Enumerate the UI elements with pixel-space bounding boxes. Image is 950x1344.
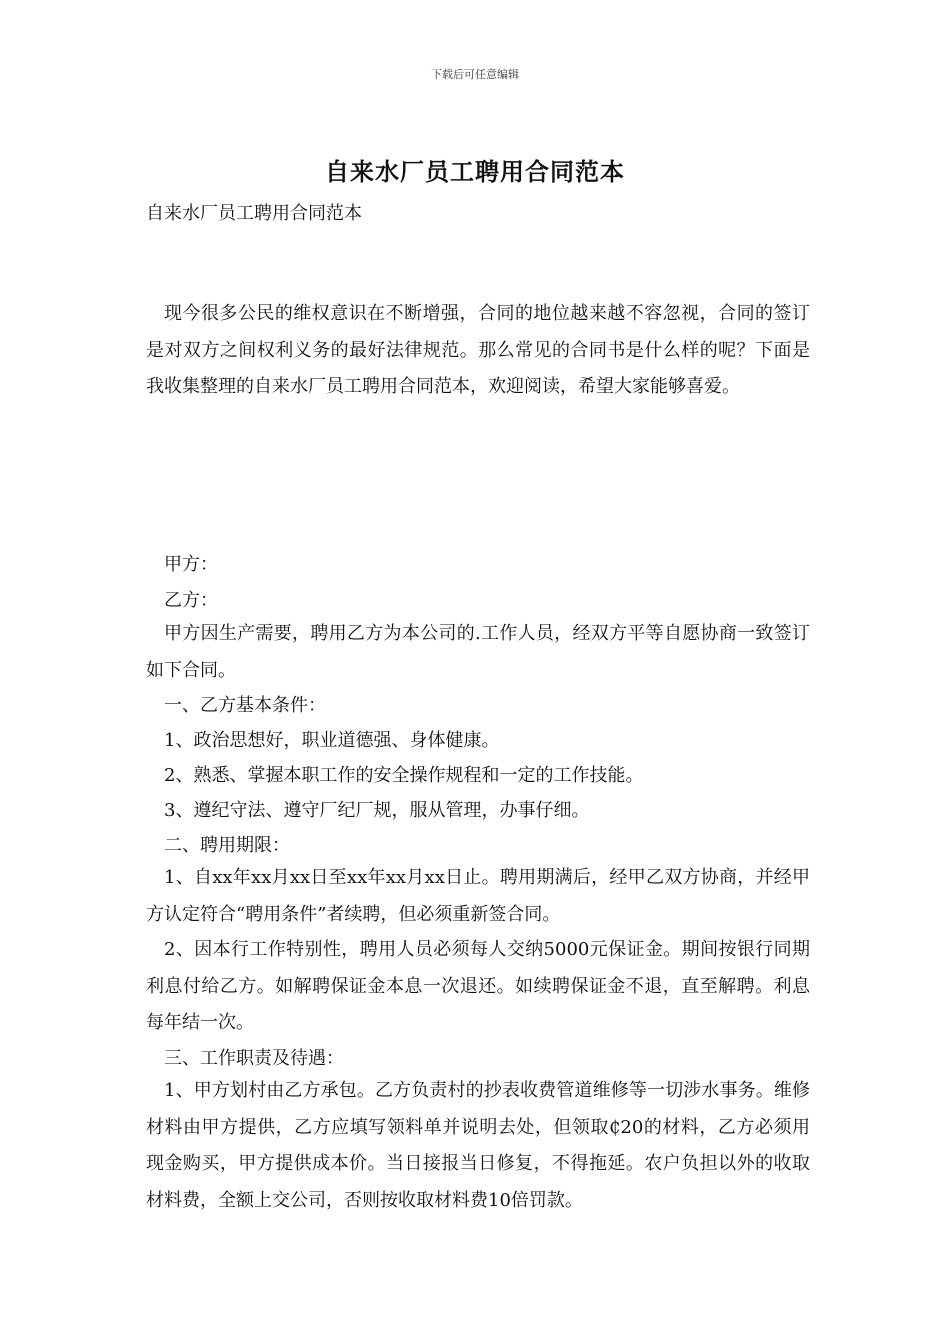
section-2-heading: 二、聘用期限： [164, 835, 290, 856]
section-2-item: 2、因本行工作特别性，聘用人员必须每人交纳5000元保证金。期间按银行同期利息付给乙方。如解聘保证金本息一次退还。如续聘保证金不退，直至解聘。利息每年结一次。 [146, 939, 810, 1033]
party-b-label: 乙方： [164, 590, 218, 611]
party-a-label: 甲方： [164, 554, 218, 575]
section-1-item: 1、政治思想好，职业道德强、身体健康。 [164, 730, 500, 751]
section-1-heading: 一、乙方基本条件： [164, 695, 326, 716]
section-3-item: 1、甲方划村由乙方承包。乙方负责村的抄表收费管道维修等一切涉水事务。维修材料由甲方提供，乙方应填写领料单并说明去处，但领取₵20的材料，乙方必须用现金购买，甲方提供成本价。当日接报当日修复，不得拖延。农户负担以外的收取材料费，全额上交公司，否则按收取材料费10倍罚款。 [146, 1080, 810, 1211]
section-3-heading: 三、工作职责及待遇： [164, 1048, 344, 1069]
document-title: 自来水厂员工聘用合同范本 [325, 157, 625, 186]
section-2-item: 1、自xx年xx月xx日至xx年xx月xx日止。聘用期满后，经甲乙双方协商，并经甲方认定符合“聘用条件”者续聘，但必须重新签合同。 [146, 867, 810, 925]
document-subtitle: 自来水厂员工聘用合同范本 [146, 203, 362, 224]
section-1-item: 3、遵纪守法、遵守厂纪厂规，服从管理，办事仔细。 [164, 800, 590, 821]
preamble-paragraph: 甲方因生产需要，聘用乙方为本公司的.工作人员，经双方平等自愿协商一致签订如下合同。 [146, 623, 810, 681]
header-note: 下载后可任意编辑 [431, 68, 519, 81]
intro-paragraph: 现今很多公民的维权意识在不断增强，合同的地位越来越不容忽视，合同的签订是对双方之间权利义务的最好法律规范。那么常见的合同书是什么样的呢？下面是我收集整理的自来水厂员工聘用合同范本，欢迎阅读，希望大家能够喜爱。 [146, 303, 810, 397]
section-1-item: 2、熟悉、掌握本职工作的安全操作规程和一定的工作技能。 [164, 765, 644, 786]
